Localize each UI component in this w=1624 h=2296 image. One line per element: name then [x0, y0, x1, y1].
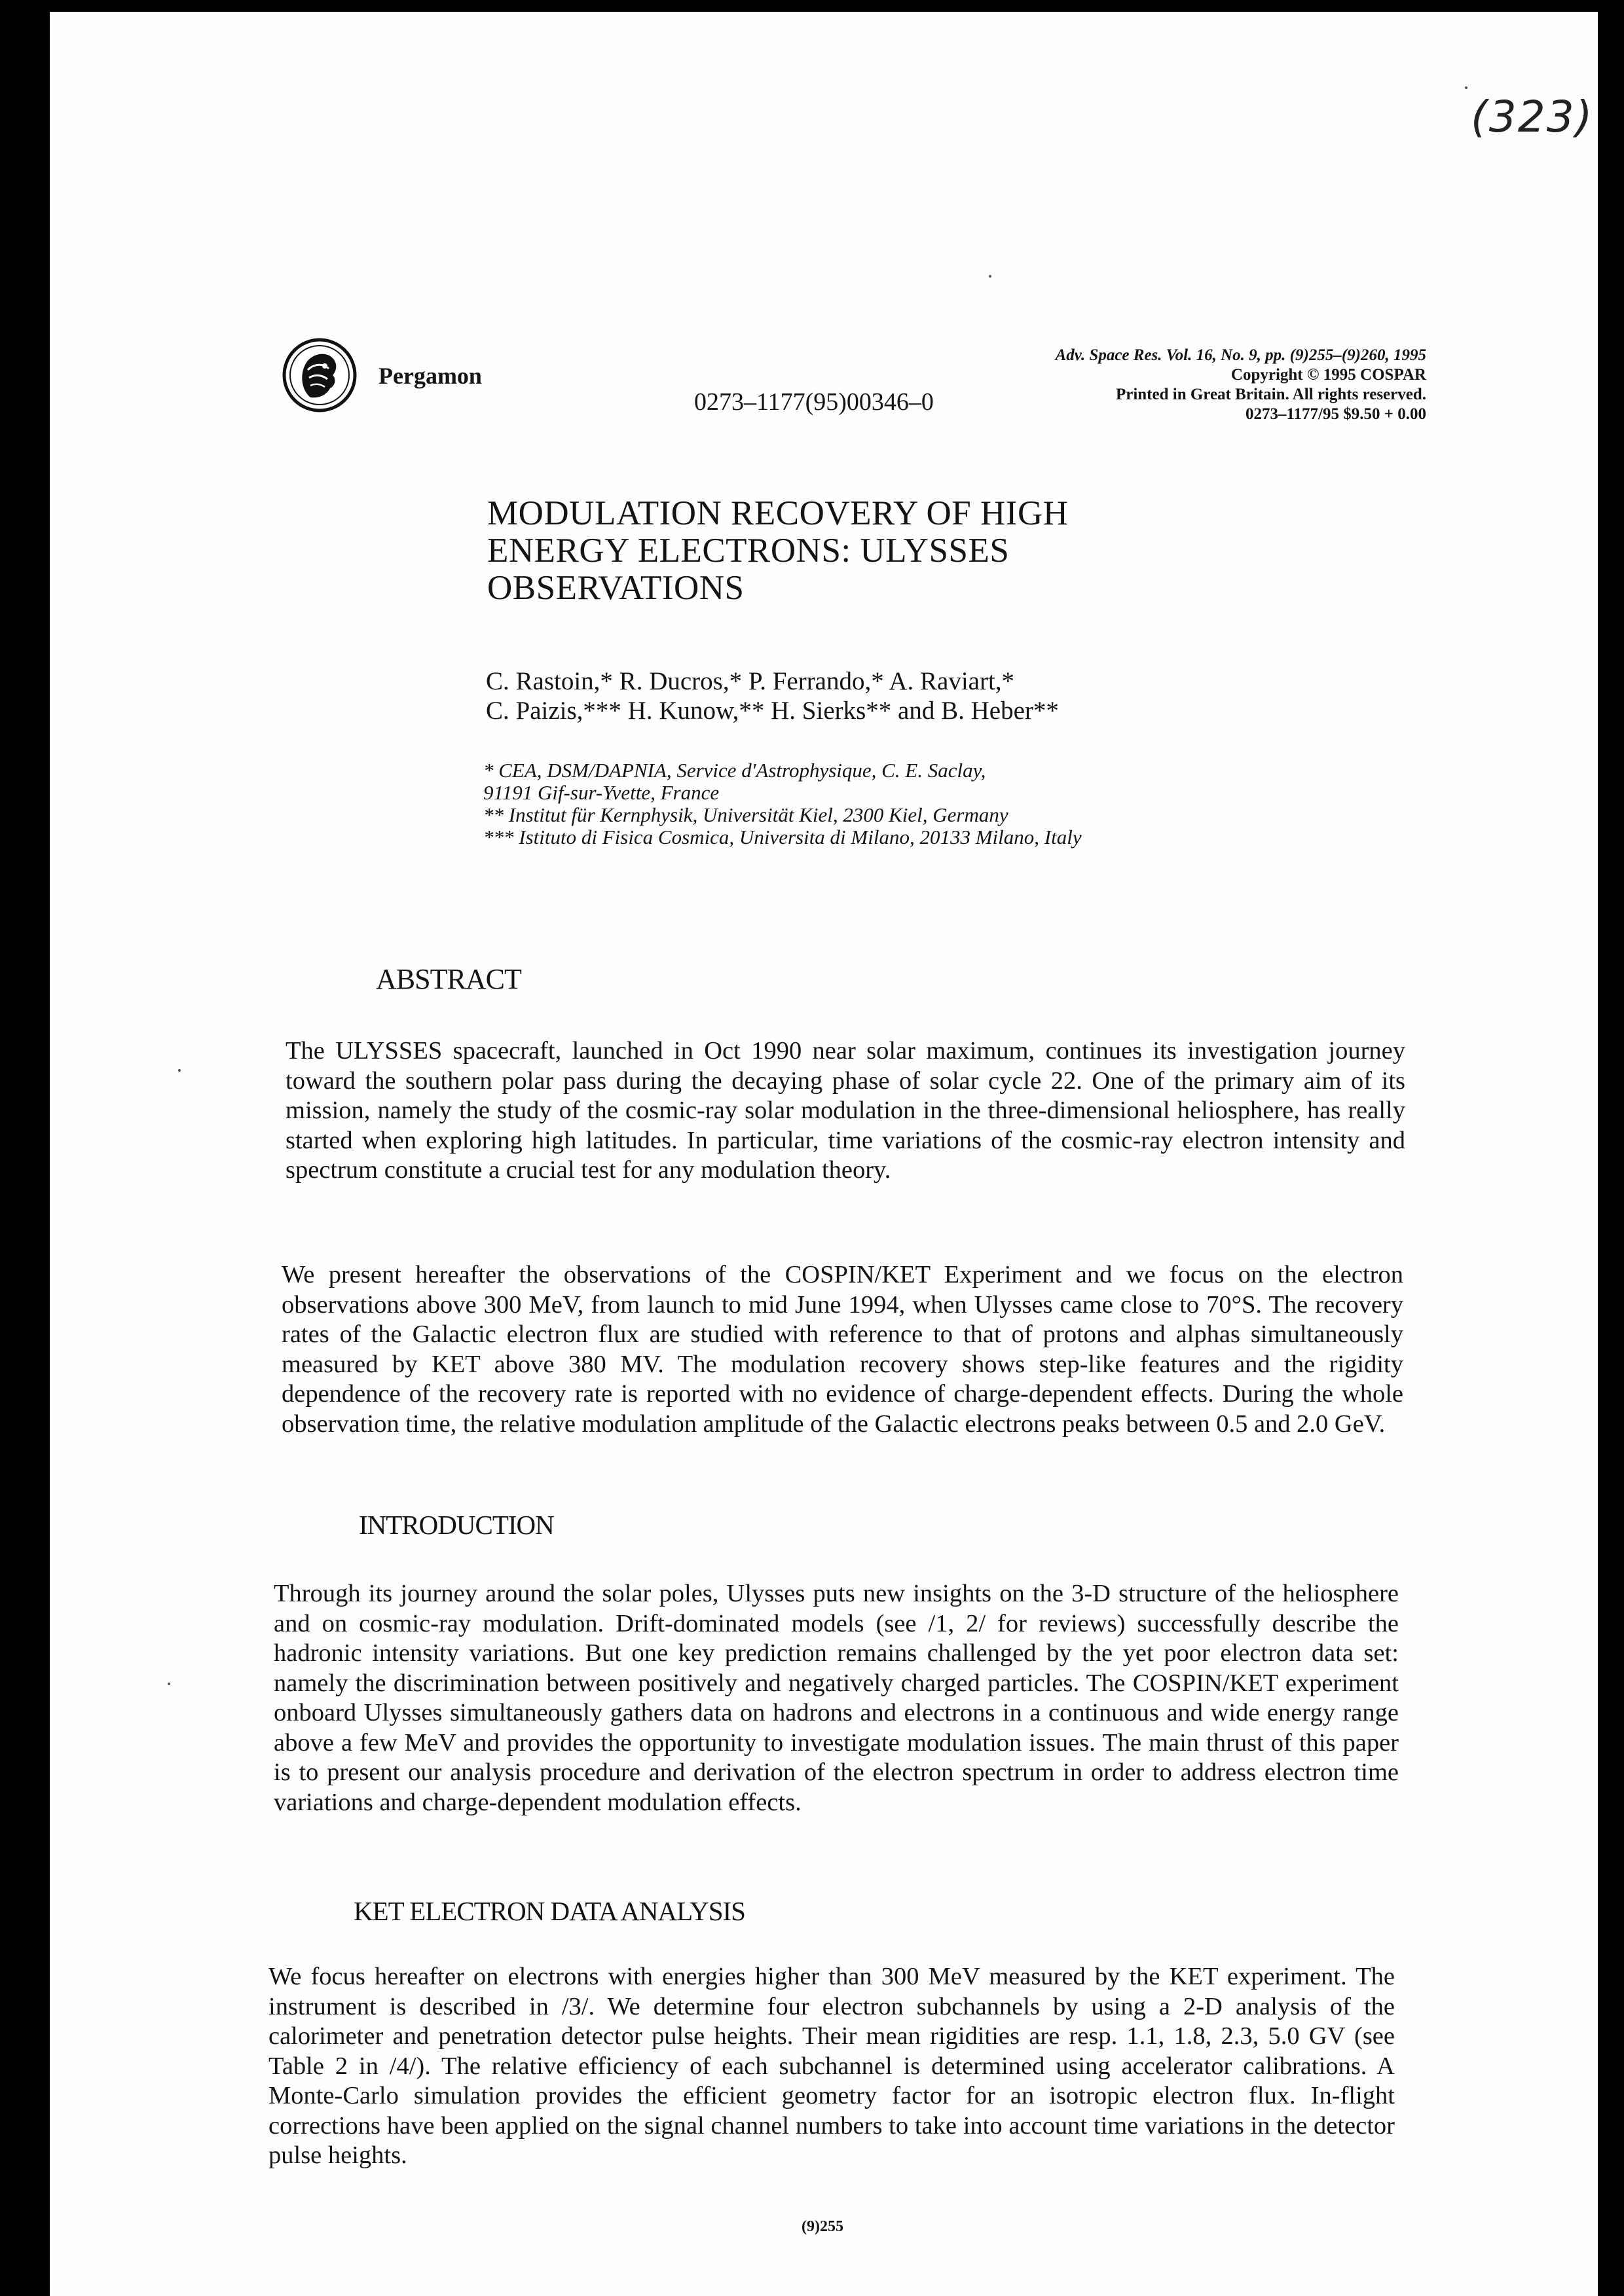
- publisher-name: Pergamon: [378, 363, 482, 389]
- price-line: 0273–1177/95 $9.50 + 0.00: [1245, 405, 1426, 423]
- scan-speck: [178, 1069, 181, 1072]
- affiliation-line: *** Istituto di Fisica Cosmica, Universita di Milano, 20133 Milano, Italy: [483, 826, 1082, 848]
- title-line: OBSERVATIONS: [487, 569, 745, 607]
- document-code: 0273–1177(95)00346–0: [694, 388, 934, 416]
- author-list: [486, 666, 1403, 725]
- author-line: C. Paizis,*** H. Kunow,** H. Sierks** and B. Heber**: [486, 697, 1059, 725]
- abstract-paragraph-1: The ULYSSES spacecraft, launched in Oct 1990 near solar maximum, continues its investigation journey toward the southern polar pass during the decaying phase of solar cycle 22. One of the primary aim of its mission, namely the study of the cosmic-ray solar modulation in the three-dimensional heliosphere, has really started when exploring high latitudes. In particular, time variations of the cosmic-ray electron intensity and spectrum constitute a crucial test for any modulation theory.: [286, 1037, 1405, 1184]
- introduction-heading: INTRODUCTION: [359, 1510, 554, 1540]
- scan-speck: [168, 1683, 170, 1685]
- ket-analysis-heading: KET ELECTRON DATA ANALYSIS: [354, 1896, 745, 1926]
- affiliation-line: * CEA, DSM/DAPNIA, Service d'Astrophysique, C. E. Saclay,: [483, 759, 986, 782]
- abstract-heading: ABSTRACT: [376, 963, 521, 995]
- title-line: MODULATION RECOVERY OF HIGH: [487, 494, 1069, 532]
- author-line: C. Rastoin,* R. Ducros,* P. Ferrando,* A. Raviart,*: [486, 667, 1015, 695]
- scan-speck: [1465, 86, 1467, 89]
- paper-title: [487, 495, 1273, 607]
- page-number: (9)255: [802, 2218, 843, 2235]
- journal-citation: Adv. Space Res. Vol. 16, No. 9, pp. (9)255–(9)260, 1995: [1055, 346, 1426, 364]
- abstract-paragraph-2: We present hereafter the observations of the COSPIN/KET Experiment and we focus on the electron observations above 300 MeV, from launch to mid June 1994, when Ulysses came close to 70°S. The recovery rates of the Galactic electron flux are studied with reference to that of protons and alphas simultaneously measured by KET above 380 MV. The modulation recovery shows step-like features and the rigidity dependence of the recovery rate is reported with no evidence of charge-dependent effects. During the whole observation time, the relative modulation amplitude of the Galactic electrons peaks between 0.5 and 2.0 GeV.: [282, 1261, 1403, 1438]
- journal-info: [884, 346, 1426, 424]
- affiliation-line: ** Institut für Kernphysik, Universität Kiel, 2300 Kiel, Germany: [483, 803, 1008, 826]
- affiliations: [483, 759, 1466, 848]
- scan-speck: [989, 275, 991, 278]
- copyright-line: Copyright © 1995 COSPAR: [1230, 366, 1426, 384]
- affiliation-line: 91191 Gif-sur-Yvette, France: [483, 781, 720, 804]
- title-line: ENERGY ELECTRONS: ULYSSES: [487, 532, 1010, 570]
- publisher-logo-icon: [282, 337, 358, 413]
- introduction-paragraph: Through its journey around the solar poles, Ulysses puts new insights on the 3-D structure of the heliosphere and on cosmic-ray modulation. Drift-dominated models (see /1, 2/ for reviews) successfully describe the hadronic intensity variations. But one key prediction remains challenged by the yet poor electron data set: namely the discrimination between positively and negatively charged particles. The COSPIN/KET experiment onboard Ulysses simultaneously gathers data on hadrons and electrons in a continuous and wide energy range above a few MeV and provides the opportunity to investigate modulation issues. The main thrust of this paper is to present our analysis procedure and derivation of the electron spectrum in order to address electron time variations and charge-dependent modulation effects.: [274, 1580, 1399, 1816]
- ket-analysis-paragraph: We focus hereafter on electrons with energies higher than 300 MeV measured by the KET experiment. The instrument is described in /3/. We determine four electron subchannels by using a 2-D analysis of the calorimeter and penetration detector pulse heights. Their mean rigidities are resp. 1.1, 1.8, 2.3, 5.0 GV (see Table 2 in /4/). The relative efficiency of each subchannel is determined using accelerator calibrations. A Monte-Carlo simulation provides the efficient geometry factor for an isotropic electron flux. In-flight corrections have been applied on the signal channel numbers to take into account time variations in the detector pulse heights.: [268, 1963, 1395, 2169]
- handwritten-page-note: (323): [1471, 92, 1594, 142]
- printed-line: Printed in Great Britain. All rights reserved.: [1115, 386, 1426, 403]
